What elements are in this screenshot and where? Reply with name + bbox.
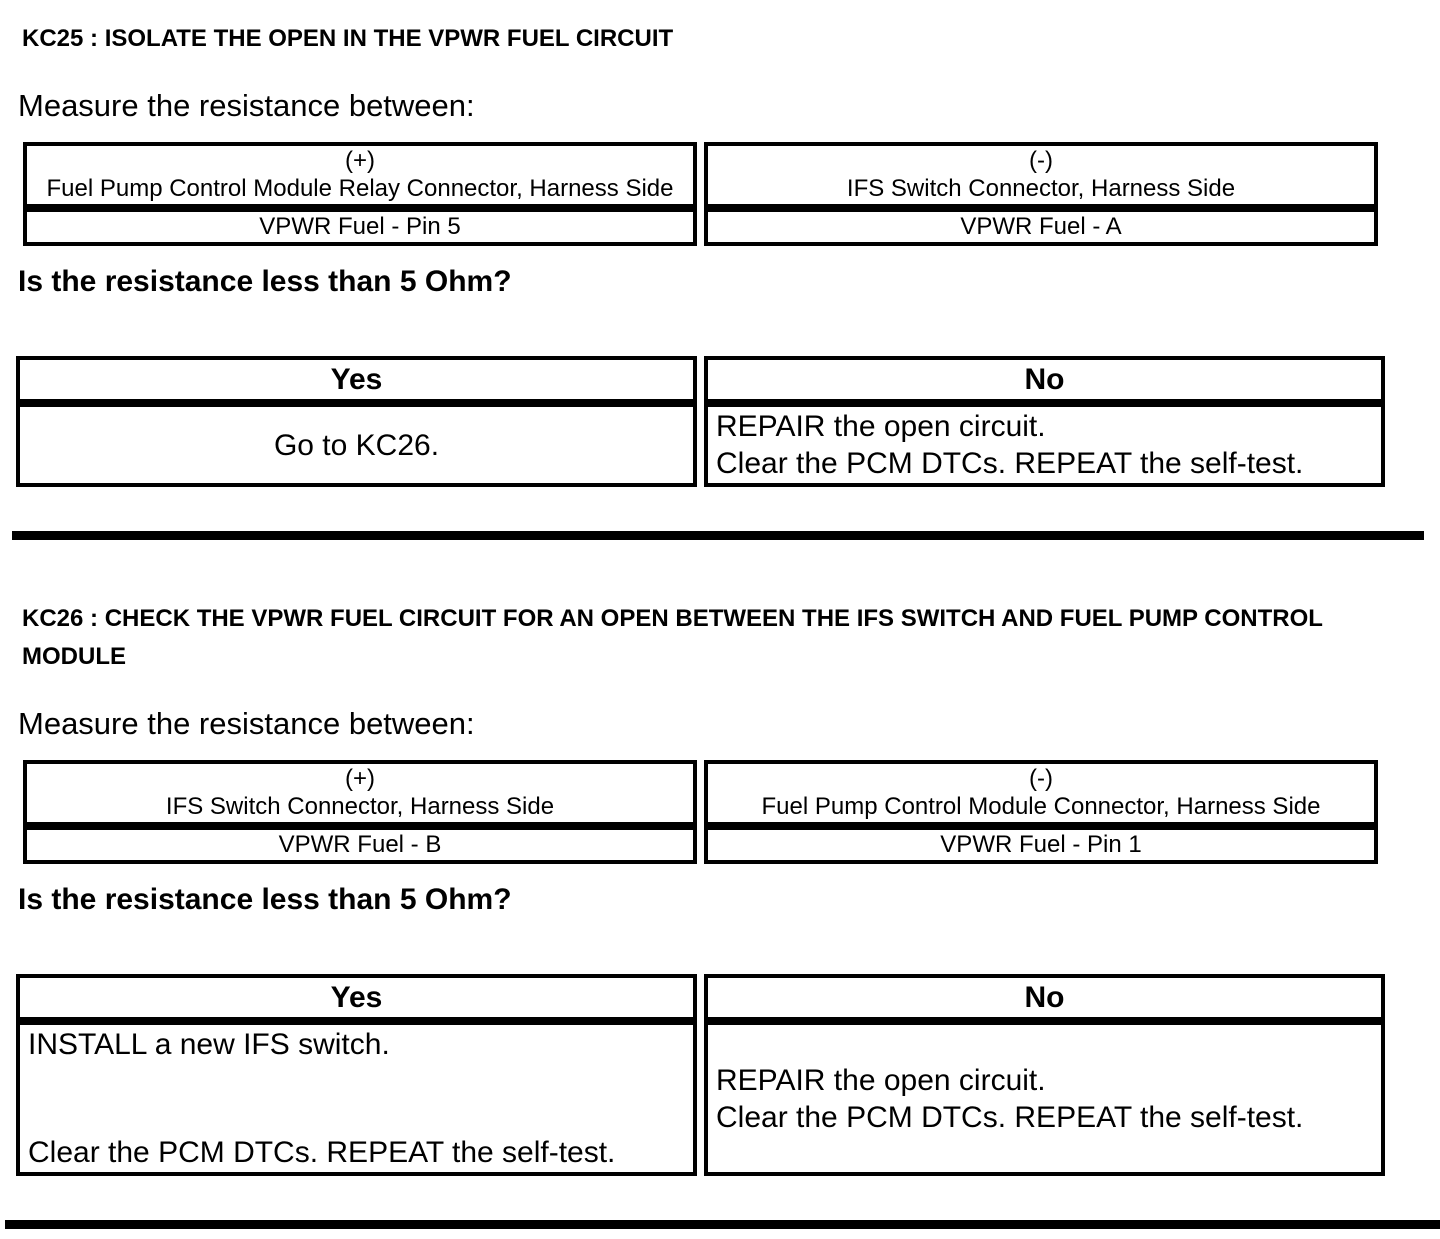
connector-label: IFS Switch Connector, Harness Side	[165, 793, 555, 820]
step-kc26-title: KC26 : CHECK THE VPWR FUEL CIRCUIT FOR AN OPEN BETWEEN THE IFS SWITCH AND FUEL PUMP CONTROL MODULE	[22, 605, 1323, 670]
table-row	[16, 1021, 1385, 1176]
step-kc25-question: Is the resistance less than 5 Ohm?	[18, 265, 512, 298]
polarity-label: (+)	[345, 765, 375, 792]
step-kc26	[16, 600, 1424, 1229]
kc26-no-action-cell	[704, 1021, 1385, 1176]
table-row	[16, 403, 1385, 487]
table-row	[23, 760, 1378, 826]
kc25-positive-header-cell	[23, 142, 697, 208]
kc26-negative-point-cell: VPWR Fuel - Pin 1	[704, 826, 1378, 864]
kc26-decision-table	[9, 974, 1392, 1176]
action-line: Go to KC26.	[273, 428, 440, 462]
no-column-header: No	[704, 356, 1385, 403]
table-row	[23, 208, 1378, 246]
polarity-label: (-)	[1029, 147, 1053, 174]
action-line: Clear the PCM DTCs. REPEAT the self-test.	[28, 1136, 616, 1169]
action-line: Clear the PCM DTCs. REPEAT the self-test.	[716, 447, 1304, 480]
action-line: REPAIR the open circuit.	[716, 1063, 1046, 1097]
kc26-measurement-table	[16, 760, 1385, 864]
step-kc25-title: KC25 : ISOLATE THE OPEN IN THE VPWR FUEL CIRCUIT	[22, 25, 674, 52]
kc25-negative-header-cell	[704, 142, 1378, 208]
polarity-label: (-)	[1029, 765, 1053, 792]
section-divider	[5, 1220, 1440, 1229]
kc25-measurement-table	[16, 142, 1385, 246]
yes-column-header: Yes	[16, 974, 697, 1021]
connector-label: Fuel Pump Control Module Relay Connector, Harness Side	[46, 175, 674, 202]
step-kc25	[16, 20, 1424, 540]
action-line: INSTALL a new IFS switch.	[28, 1028, 390, 1061]
kc25-negative-point-cell: VPWR Fuel - A	[704, 208, 1378, 246]
kc26-negative-header-cell	[704, 760, 1378, 826]
step-kc26-question: Is the resistance less than 5 Ohm?	[18, 883, 512, 916]
action-line: REPAIR the open circuit.	[716, 410, 1046, 443]
connector-label: IFS Switch Connector, Harness Side	[846, 175, 1236, 202]
no-column-header: No	[704, 974, 1385, 1021]
table-row	[23, 142, 1378, 208]
step-kc25-instruction: Measure the resistance between:	[18, 88, 475, 123]
polarity-label: (+)	[345, 147, 375, 174]
connector-label: Fuel Pump Control Module Connector, Harness Side	[761, 793, 1321, 820]
step-kc26-instruction: Measure the resistance between:	[18, 706, 475, 741]
kc25-yes-action-cell	[16, 403, 697, 487]
yes-column-header: Yes	[16, 356, 697, 403]
table-row	[16, 356, 1385, 403]
action-line: Clear the PCM DTCs. REPEAT the self-test.	[716, 1100, 1304, 1134]
table-row	[23, 826, 1378, 864]
kc26-positive-header-cell	[23, 760, 697, 826]
kc25-decision-table	[9, 356, 1392, 487]
action-lines	[28, 1026, 685, 1171]
kc25-positive-point-cell: VPWR Fuel - Pin 5	[23, 208, 697, 246]
kc26-yes-action-cell	[16, 1021, 697, 1176]
kc26-positive-point-cell: VPWR Fuel - B	[23, 826, 697, 864]
table-row	[16, 974, 1385, 1021]
section-divider	[12, 531, 1424, 540]
kc25-no-action-cell	[704, 403, 1385, 487]
